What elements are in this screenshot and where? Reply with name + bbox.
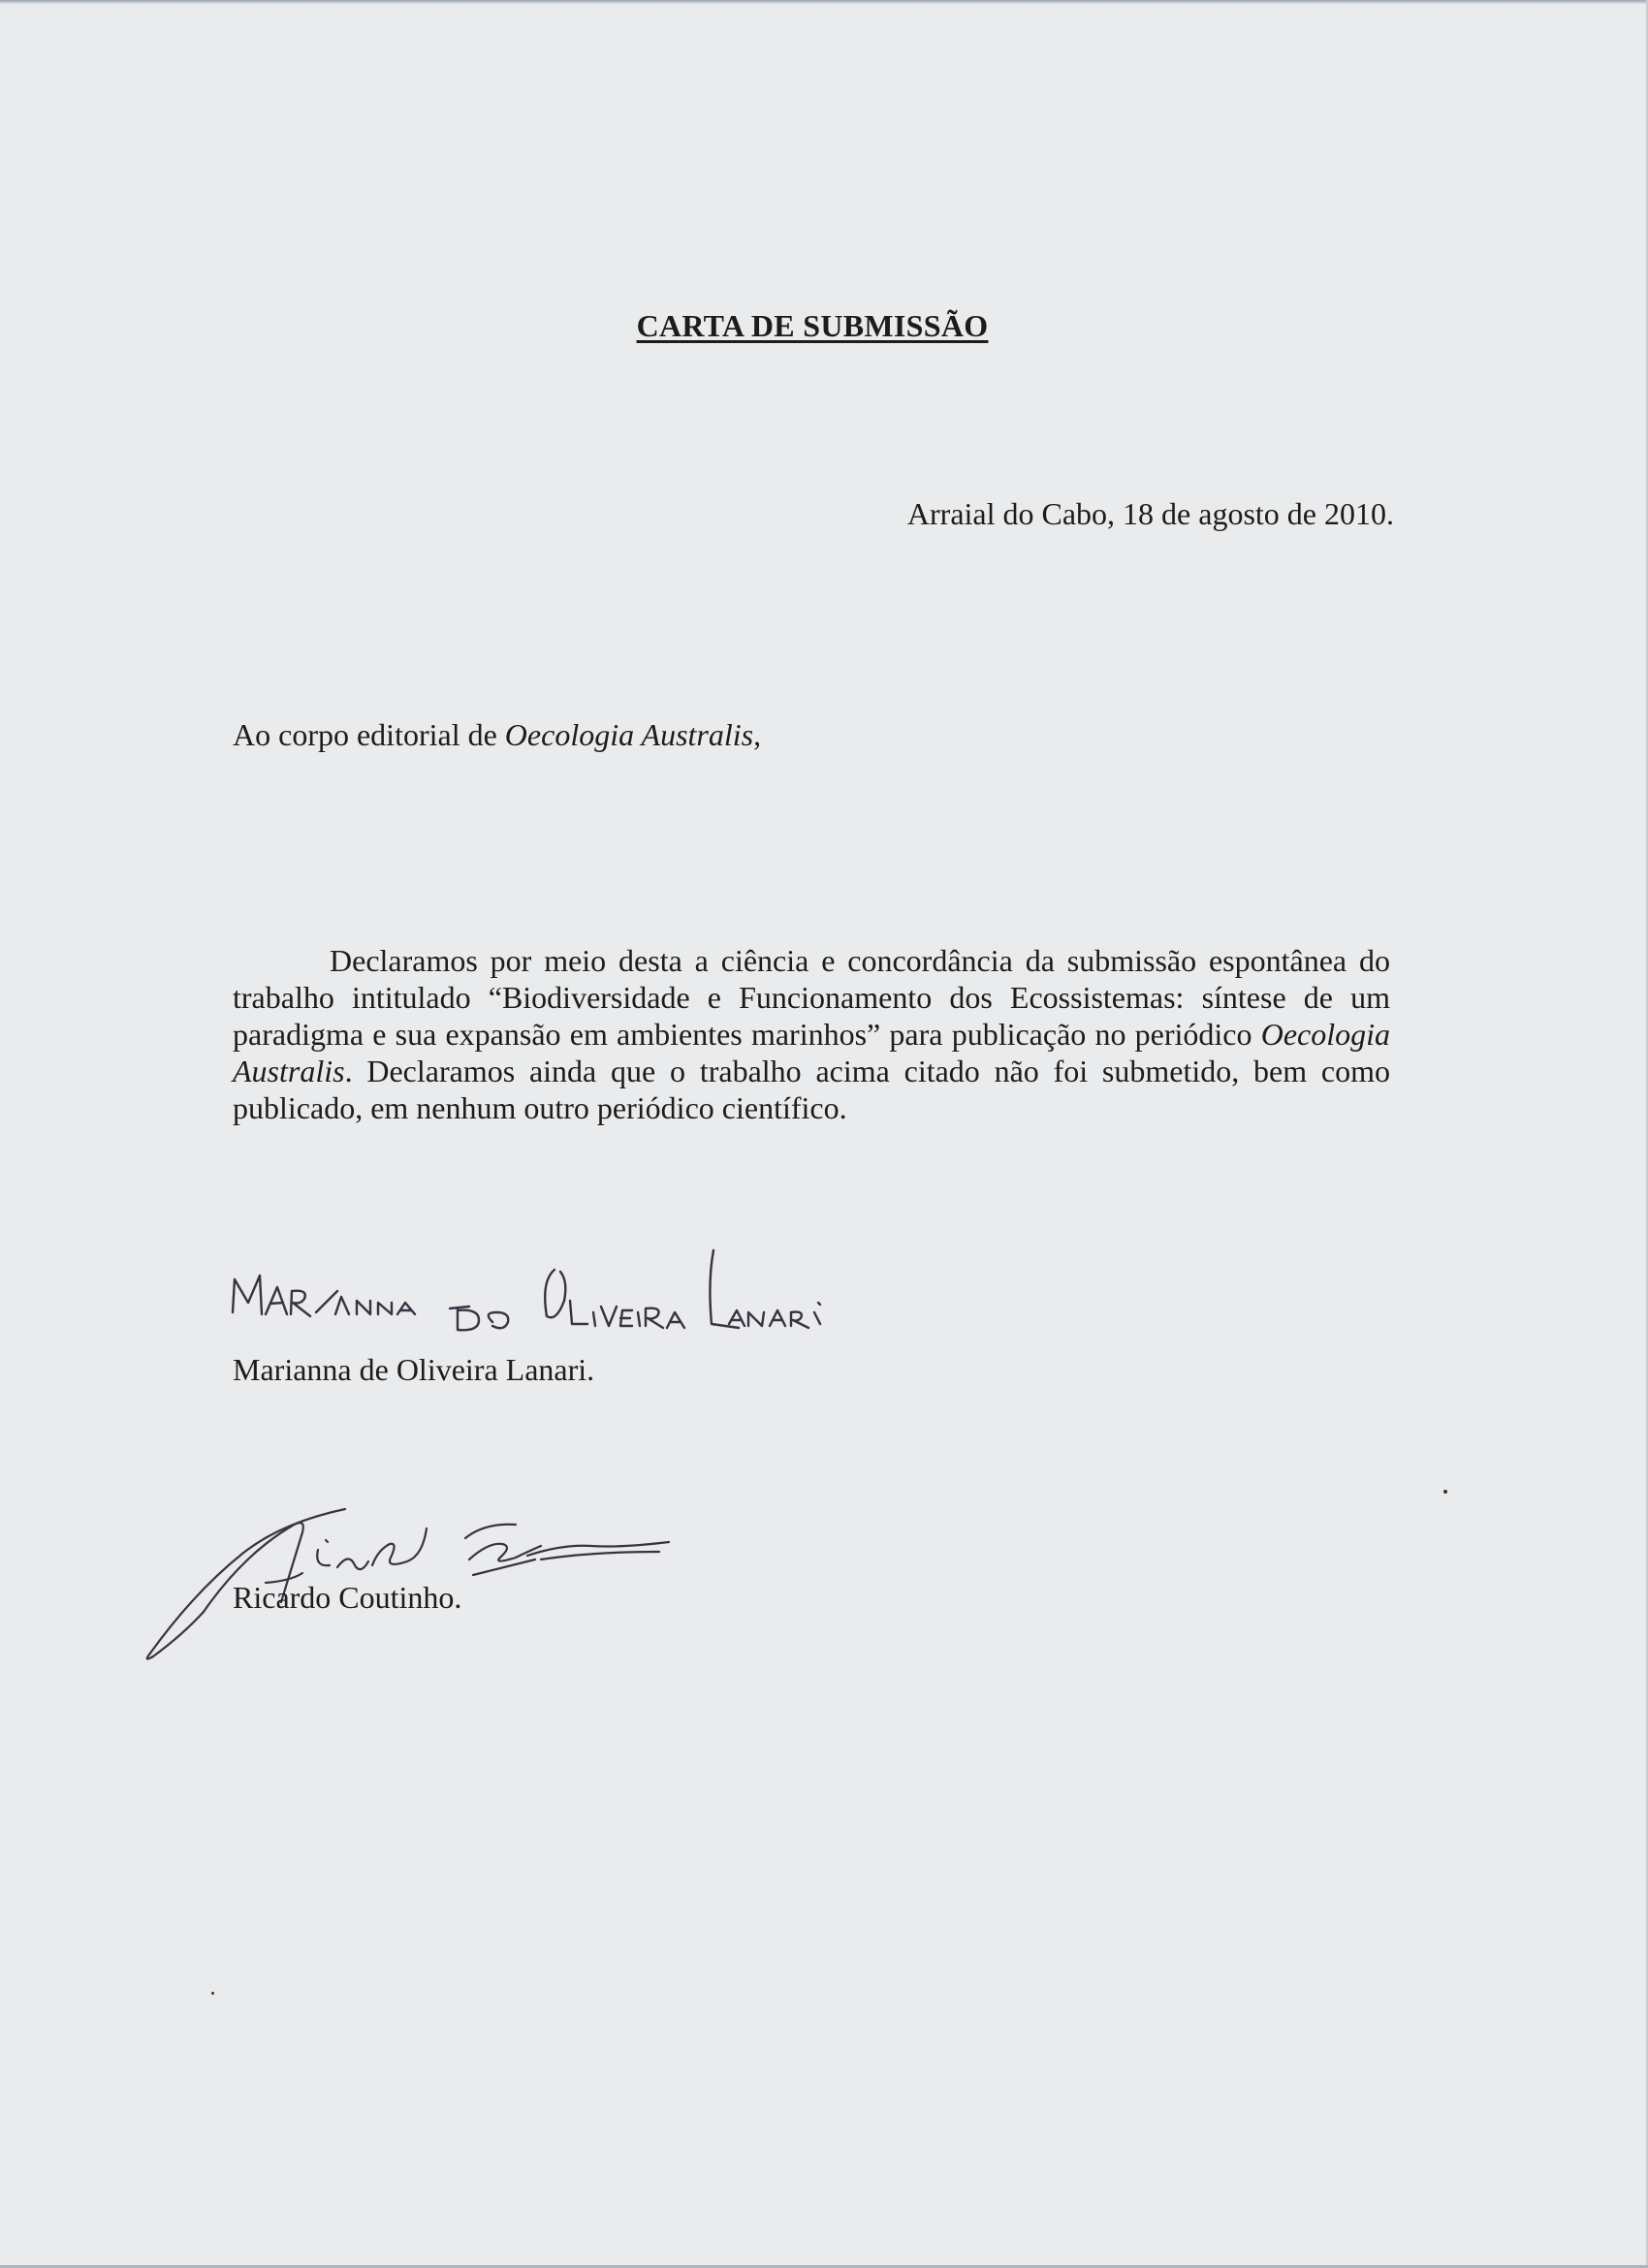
salutation-suffix: , [753, 717, 762, 752]
date-line: Arraial do Cabo, 18 de agosto de 2010. [906, 496, 1394, 531]
salutation [233, 717, 761, 753]
letter-title: CARTA DE SUBMISSÃO [636, 308, 989, 343]
salutation-journal-name: Oecologia Australis [504, 717, 754, 752]
scan-edge-top [0, 0, 1648, 4]
salutation-prefix: Ao corpo editorial de [233, 717, 505, 752]
body-part-1: Declaramos por meio desta a ciência e concordância da submissão espontânea do trabalho intitulado “Biodiversidade e Funcionamento dos Ecossistemas: síntese de um paradigma e sua expansão em ambientes marinhos” para publicação no periódico [233, 943, 1390, 1052]
body-journal-name: Oecologia Australis [233, 1017, 1390, 1088]
scan-speck [211, 1992, 214, 1995]
signature-ricardo-drawing [136, 1488, 698, 1662]
signatory-name-2: Ricardo Coutinho. [233, 1580, 462, 1615]
signature-marianna-drawing [225, 1243, 874, 1359]
body-part-2: . Declaramos ainda que o trabalho acima citado não foi submetido, bem como publicado, em nenhum outro periódico científico. [233, 1054, 1390, 1125]
scan-speck [1443, 1490, 1447, 1494]
signatory-name-1: Marianna de Oliveira Lanari. [233, 1352, 595, 1387]
letter-body [233, 942, 1390, 1126]
